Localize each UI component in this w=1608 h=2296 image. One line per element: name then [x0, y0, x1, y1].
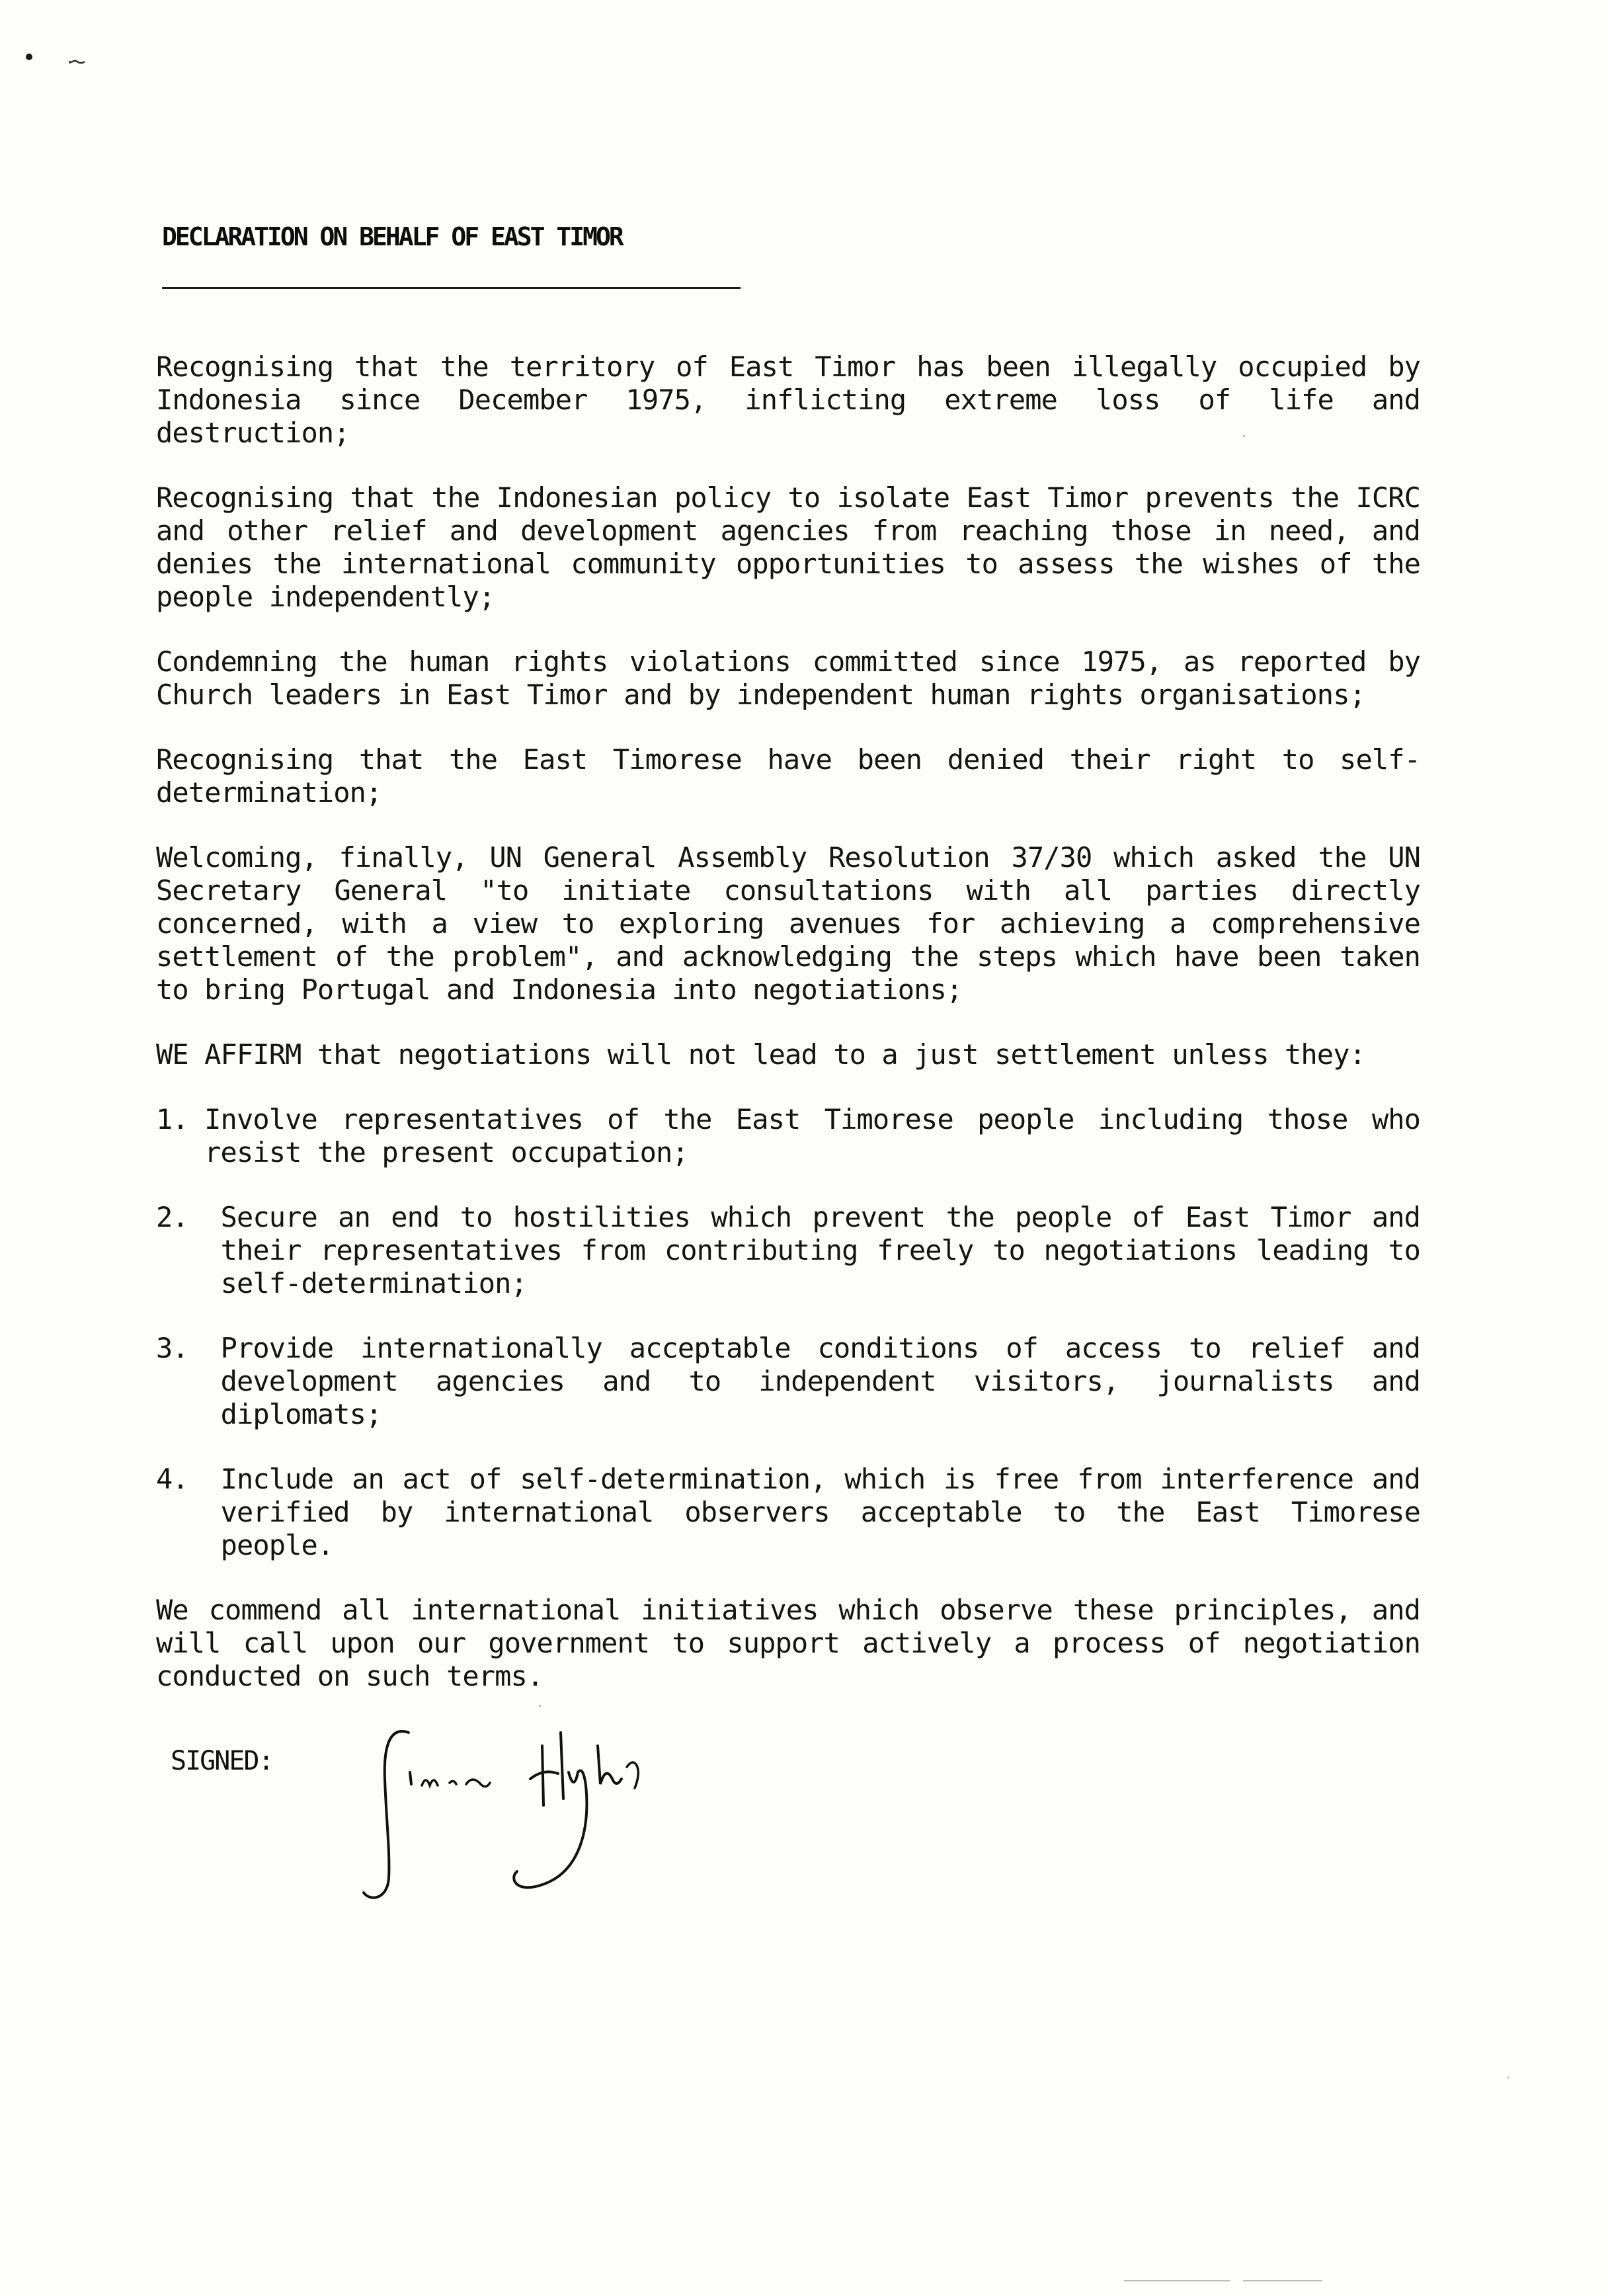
scan-speck [539, 1705, 541, 1707]
affirmation-statement: WE AFFIRM that negotiations will not lead to a just settlement unless they: [156, 1038, 1365, 1071]
scan-marks [20, 46, 99, 73]
handwritten-signature [344, 1706, 714, 1905]
scan-speck [1243, 435, 1245, 437]
condition-text: Involve representatives of the East Timorese people including those who resist the present occupation; [204, 1103, 1420, 1168]
document-body [156, 350, 1420, 1725]
condition-item-4 [156, 1463, 1420, 1562]
preamble-paragraph-3: Condemning the human rights violations committed since 1975, as reported by Church leaders in East Timor and by independent human rights organisations; [156, 645, 1420, 711]
preamble-paragraph-2: Recognising that the Indonesian policy to isolate East Timor prevents the ICRC and other relief and development agencies from reaching those in need, and denies the international community opportunities to assess the wishes of the people independently; [156, 481, 1420, 613]
scan-speck [1124, 2280, 1230, 2281]
condition-text: Include an act of self-determination, which is free from interference and verified by international observers acceptable to the East Timorese people. [220, 1463, 1420, 1561]
condition-text: Secure an end to hostilities which prevent the people of East Timor and their representatives from contributing freely to negotiations leading to self-determination; [220, 1201, 1420, 1299]
condition-item-3 [156, 1332, 1420, 1431]
title-underline [162, 287, 741, 289]
condition-number: 1. [156, 1103, 188, 1135]
document-title: DECLARATION ON BEHALF OF EAST TIMOR [162, 222, 622, 251]
preamble-paragraph-4: Recognising that the East Timorese have been denied their right to self-determination; [156, 743, 1420, 809]
condition-item-2 [156, 1201, 1420, 1300]
closing-paragraph: We commend all international initiatives which observe these principles, and will call upon our government to support actively a process of negotiation conducted on such terms. [156, 1594, 1420, 1692]
preamble-paragraph-1: Recognising that the territory of East Timor has been illegally occupied by Indonesia since December 1975, inflicting extreme loss of life and destruction; [156, 350, 1420, 449]
condition-number: 2. [156, 1201, 188, 1233]
signed-label: SIGNED: [171, 1746, 273, 1776]
condition-number: 3. [156, 1332, 188, 1364]
condition-number: 4. [156, 1463, 188, 1495]
preamble-paragraph-5: Welcoming, finally, UN General Assembly Resolution 37/30 which asked the UN Secretary General "to initiate consultations with all parties directly concerned, with a view to exploring avenues for achieving a comprehensive settlement of the problem", and acknowledging the steps which have been taken to bring Portugal and Indonesia into negotiations; [156, 841, 1420, 1006]
scan-speck [1243, 2280, 1322, 2281]
condition-item-1 [156, 1103, 1420, 1169]
condition-text: Provide internationally acceptable conditions of access to relief and development agencies and to independent visitors, journalists and diplomats; [220, 1332, 1420, 1430]
scan-speck [1508, 2076, 1509, 2078]
